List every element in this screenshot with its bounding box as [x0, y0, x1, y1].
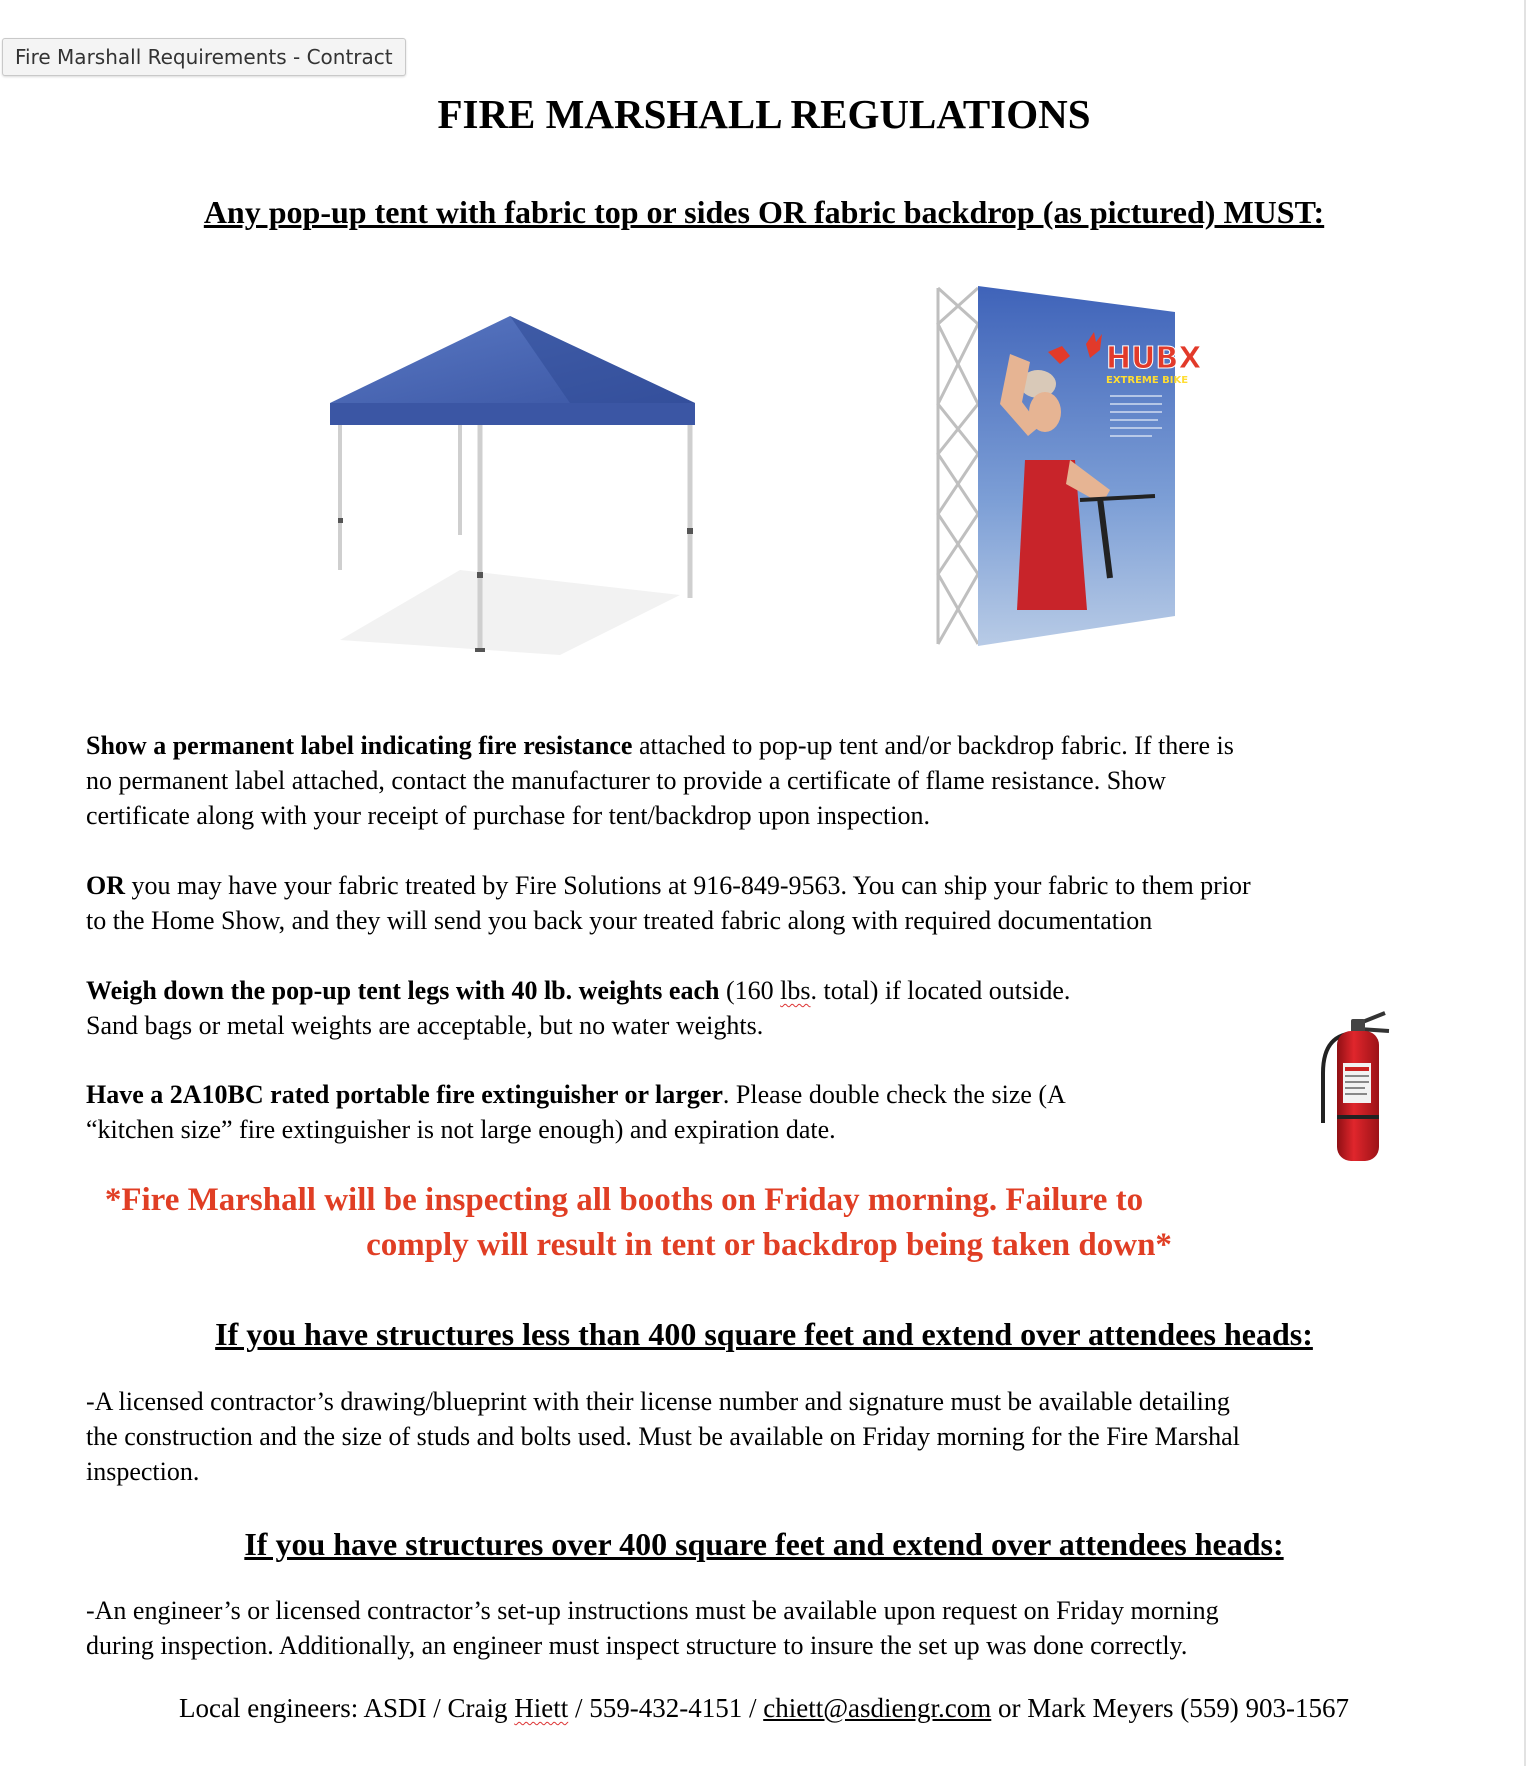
page-title: FIRE MARSHALL REGULATIONS — [437, 91, 1091, 137]
extinguisher-line1: . Please double check the size (A — [722, 1080, 1066, 1109]
over-400-paragraph — [86, 1593, 1219, 1663]
over-400-line1: -An engineer’s or licensed contractor’s set-up instructions must be available upon request on Friday morning — [86, 1596, 1219, 1625]
label-requirement-paragraph — [86, 728, 1234, 833]
spelling-flag-hiett[interactable]: Hiett — [514, 1693, 569, 1723]
backdrop-brand-text: HUBX — [1106, 341, 1202, 376]
label-requirement-bold: Show a permanent label indicating fire resistance — [86, 731, 633, 760]
footer-phone: / 559-432-4151 / — [568, 1693, 764, 1723]
weights-line2: Sand bags or metal weights are acceptable, but no water weights. — [86, 1011, 764, 1040]
inspection-notice-line1: *Fire Marshall will be inspecting all booths on Friday morning. Failure to — [104, 1182, 1144, 1218]
under-400-paragraph — [86, 1384, 1240, 1489]
under-400-line3: inspection. — [86, 1457, 200, 1486]
inspection-notice-line2: comply will result in tent or backdrop being taken down* — [366, 1227, 1172, 1263]
under-400-line2: the construction and the size of studs and bolts used. Must be available on Friday morning for the Fire Marshal — [86, 1422, 1240, 1451]
label-requirement-line1: attached to pop-up tent and/or backdrop fabric. If there is — [632, 731, 1234, 760]
over-400-line2: during inspection. Additionally, an engineer must inspect structure to insure the set up was done correctly. — [86, 1631, 1188, 1660]
weights-mid: (160 — [719, 976, 781, 1005]
engineer-email-link[interactable]: chiett@asdiengr.com — [763, 1693, 992, 1723]
extinguisher-paragraph — [86, 1077, 1066, 1147]
fire-extinguisher-image — [1315, 1005, 1395, 1165]
fabric-treatment-bold: OR — [86, 871, 125, 900]
subheading-over-400: If you have structures over 400 square feet and extend over attendees heads: — [244, 1526, 1284, 1562]
footer-prefix: Local engineers: ASDI / Craig — [179, 1693, 515, 1723]
extinguisher-bold: Have a 2A10BC rated portable fire extinguisher or larger — [86, 1080, 723, 1109]
local-engineers-line — [0, 1690, 1528, 1726]
under-400-line1: -A licensed contractor’s drawing/blueprint with their license number and signature must be available detailing — [86, 1387, 1230, 1416]
weights-paragraph — [86, 973, 1070, 1043]
page-edge — [1524, 0, 1526, 1766]
weights-bold: Weigh down the pop-up tent legs with 40 lb. weights each — [86, 976, 720, 1005]
document-tab[interactable]: Fire Marshall Requirements - Contract — [2, 38, 406, 76]
weights-line1-end: . total) if located outside. — [810, 976, 1071, 1005]
label-requirement-line2: no permanent label attached, contact the manufacturer to provide a certificate of flame resistance. Show — [86, 766, 1166, 795]
tent-image — [330, 310, 700, 660]
fabric-treatment-line1: you may have your fabric treated by Fire Solutions at 916-849-9563. You can ship your fabric to them prior — [125, 871, 1251, 900]
backdrop-tagline-text: EXTREME BIKE — [1106, 375, 1189, 386]
inspection-notice — [0, 1178, 1528, 1268]
label-requirement-line3: certificate along with your receipt of purchase for tent/backdrop upon inspection. — [86, 801, 930, 830]
fabric-treatment-line2: to the Home Show, and they will send you back your treated fabric along with required documentation — [86, 906, 1153, 935]
fabric-treatment-paragraph — [86, 868, 1251, 938]
backdrop-image — [930, 284, 1202, 648]
spelling-flag-lbs[interactable]: lbs — [780, 976, 811, 1005]
subheading-tent-requirements: Any pop-up tent with fabric top or sides OR fabric backdrop (as pictured) MUST: — [203, 194, 1325, 230]
subheading-under-400: If you have structures less than 400 square feet and extend over attendees heads: — [215, 1316, 1313, 1352]
extinguisher-line2: “kitchen size” fire extinguisher is not large enough) and expiration date. — [86, 1115, 836, 1144]
footer-suffix: or Mark Meyers (559) 903-1567 — [991, 1693, 1349, 1723]
